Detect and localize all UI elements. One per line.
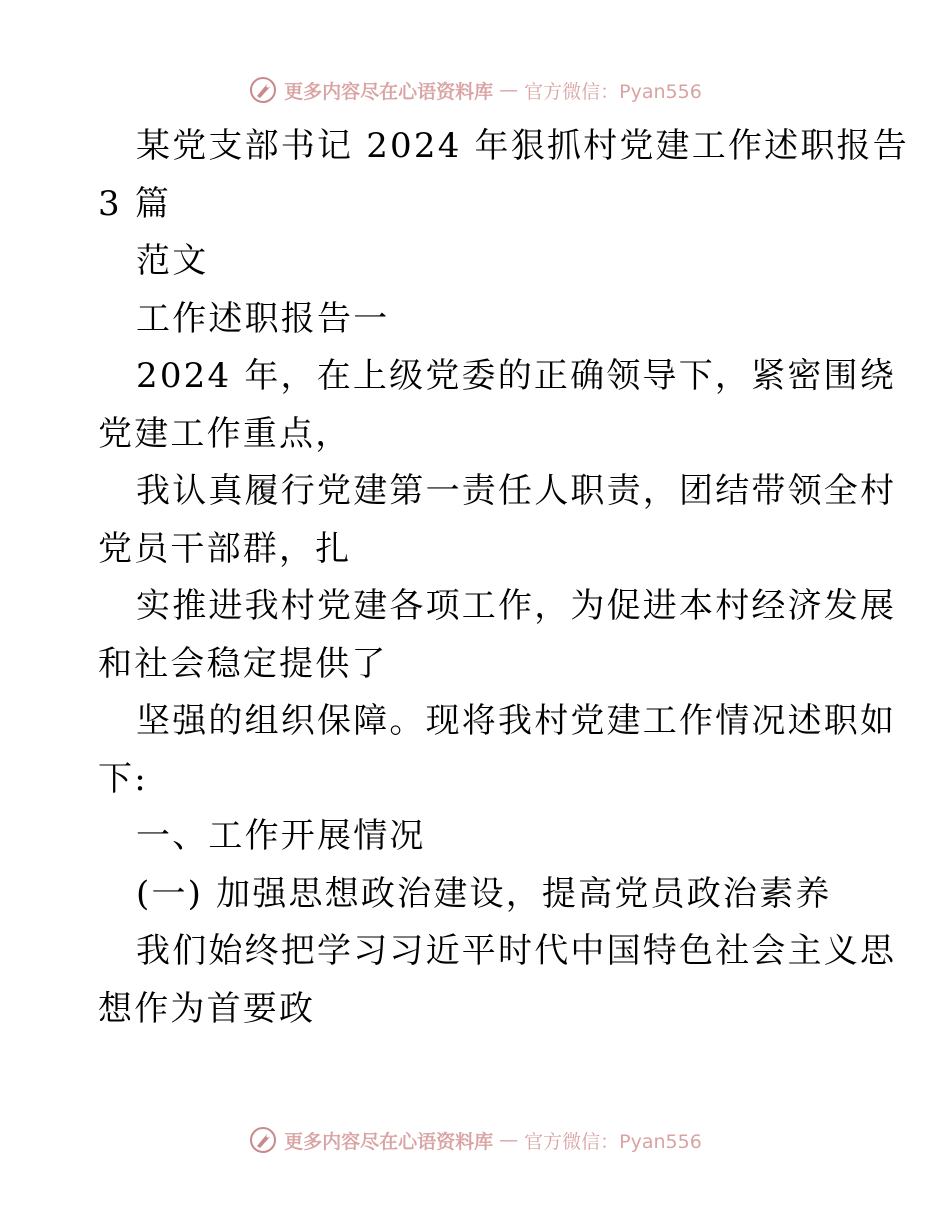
watermark-separator: — (499, 79, 519, 101)
paragraph-line: 2024 年，在上级党委的正确领导下，紧密围绕 (136, 356, 896, 396)
pen-nib-icon (248, 75, 278, 105)
watermark-contact: 官方微信：Pyan556 (524, 1130, 702, 1153)
paragraph-line: 党建工作重点， (98, 413, 352, 454)
footer-watermark (0, 1120, 950, 1160)
doc-title-line-1: 某党支部书记 2024 年狠抓村党建工作述职报告 (136, 126, 909, 166)
paragraph-line: 我认真履行党建第一责任人职责，团结带领全村 (136, 471, 897, 511)
paragraph-line: 实推进我村党建各项工作，为促进本村经济发展 (136, 586, 897, 626)
watermark-contact: 官方微信：Pyan556 (524, 80, 702, 103)
paragraph-line: 下: (98, 758, 148, 799)
section-heading: 工作述职报告一 (136, 298, 390, 339)
paragraph-line: 我们始终把学习习近平时代中国特色社会主义思 (136, 931, 897, 971)
pen-nib-icon (248, 1125, 278, 1155)
subsection-heading: (一) 加强思想政治建设，提高党员政治素养 (136, 873, 832, 914)
paragraph-line: 坚强的组织保障。现将我村党建工作情况述职如 (136, 701, 897, 741)
doc-subtitle: 范文 (136, 241, 209, 281)
paragraph-line: 想作为首要政 (98, 988, 316, 1029)
watermark-text: 更多内容尽在心语资料库 (284, 1130, 494, 1153)
doc-title-line-2: 3 篇 (98, 183, 172, 224)
paragraph-line: 和社会稳定提供了 (98, 643, 388, 684)
section-heading: 一、工作开展情况 (136, 816, 426, 856)
paragraph-line: 党员干部群，扎 (98, 528, 352, 569)
watermark-separator: — (499, 1129, 519, 1151)
watermark-text: 更多内容尽在心语资料库 (284, 80, 494, 103)
header-watermark (0, 70, 950, 110)
document-body (98, 118, 909, 1038)
